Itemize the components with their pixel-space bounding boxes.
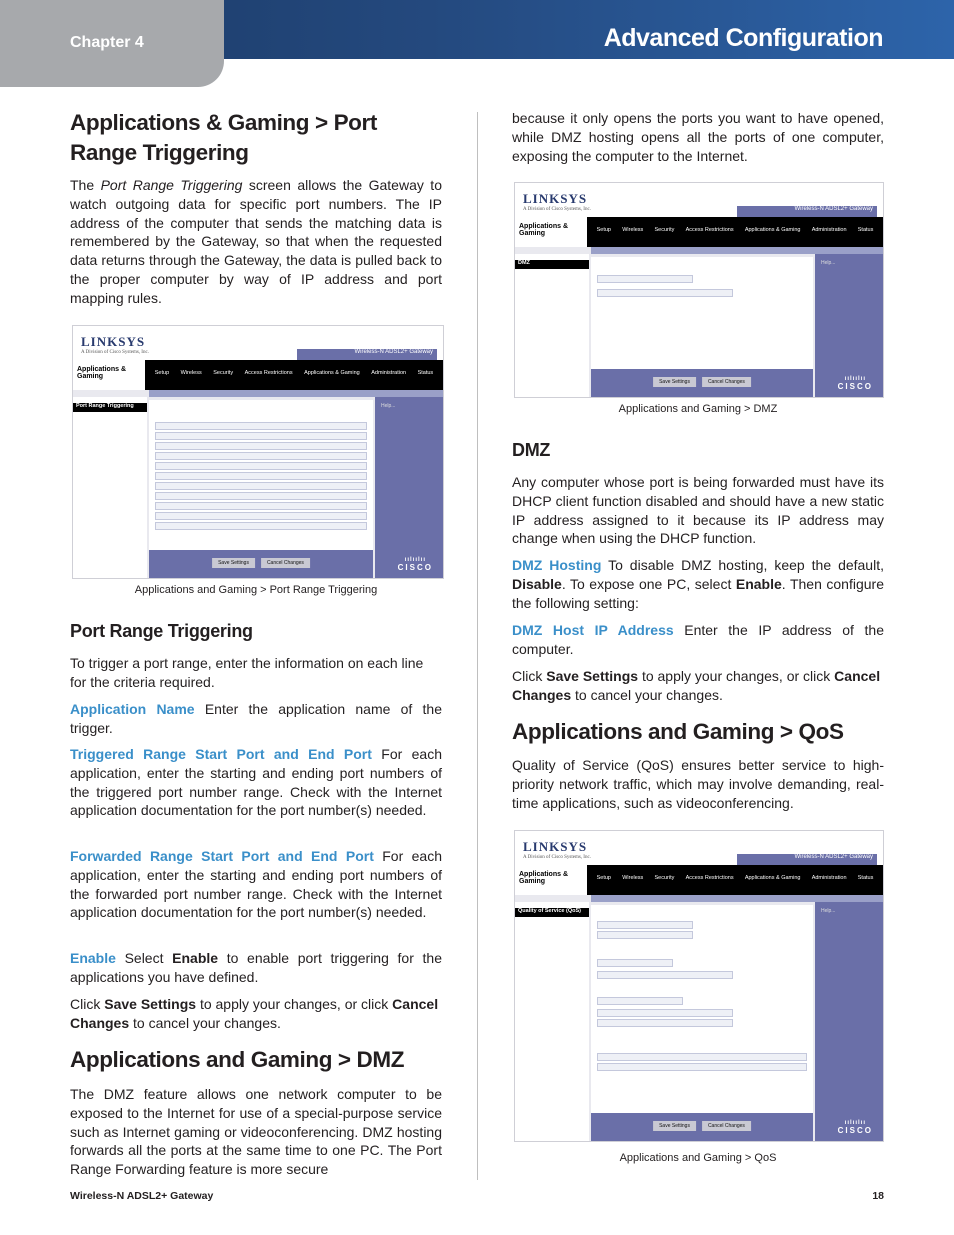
screenshot-dmz: LINKSYS A Division of Cisco Systems, Inc. Wireless-N ADSL2+ Gateway Applications & Gaming Setup Wireless Security Access Restrictions Applications & Gaming Administration Status DMZ Help... Save Settings Cancel Changes ıılıılıı CISCO — [514, 182, 884, 398]
dmz-host-ip-paragraph: DMZ Host IP Address Enter the IP address of the computer. — [512, 622, 884, 657]
caption-dmz: Applications and Gaming > DMZ — [618, 403, 778, 415]
intro-paragraph: The Port Range Triggering screen allows the Gateway to watch outgoing data for specific port numbers. The IP address of the computer that sends the matching data is remembered by the Gateway, so that when the requested data returns through the Gateway, the data is pulled back to the proper computer by way of IP address and port mapping rules. — [70, 177, 442, 306]
heading-port-range-triggering: Applications & Gaming > Port Range Triggering — [70, 110, 377, 165]
application-name-paragraph: Application Name Enter the application name of the trigger. — [70, 701, 443, 736]
dmz-intro-paragraph: The DMZ feature allows one network computer to be exposed to the Internet for use of a special-purpose service such as Internet gaming or videoconferencing. DMZ hosting forwards all the ports at the same time to one PC. The Port Range Forwarding feature is more secure — [70, 1086, 442, 1178]
qos-paragraph: Quality of Service (QoS) ensures better service to high-priority network traffic, which may involve demanding, real-time applications, such as videoconferencing. — [512, 757, 884, 811]
pane-label: Port Range Triggering — [73, 403, 147, 412]
caption-qos: Applications and Gaming > QoS — [619, 1152, 777, 1164]
trigger-paragraph: To trigger a port range, enter the information on each line for the criteria required. — [70, 655, 424, 690]
save-cancel-paragraph-right: Click Save Settings to apply your changes, or click Cancel Changes to cancel your changes. — [512, 668, 881, 703]
subheading-dmz: DMZ — [512, 440, 551, 460]
section-title: Advanced Configuration — [603, 24, 883, 52]
cisco-logo: ıılıılıı CISCO — [397, 557, 433, 572]
tab-bar: Setup Wireless Security Access Restrictions Applications & Gaming Administration Status — [154, 370, 434, 376]
save-cancel-paragraph-left: Click Save Settings to apply your changes, or click Cancel Changes to cancel your changes. — [70, 996, 439, 1031]
subheading-port-range-triggering: Port Range Triggering — [70, 621, 253, 641]
footer-product: Wireless-N ADSL2+ Gateway — [70, 1190, 214, 1202]
page-number: 18 — [872, 1190, 884, 1202]
section-label: Applications & Gaming — [73, 360, 145, 390]
screenshot-port-range-triggering: LINKSYS A Division of Cisco Systems, Inc. Wireless-N ADSL2+ Gateway Applications & Gaming Setup Wireless Security Access Restrictions Applications & Gaming Administration Status Port Range Triggering Help... Save Settings Cancel Changes ıılıılıı CISCO — [72, 325, 444, 579]
chapter-label: Chapter 4 — [70, 34, 144, 51]
heading-qos: Applications and Gaming > QoS — [512, 719, 844, 744]
model-label: Wireless-N ADSL2+ Gateway — [297, 349, 437, 360]
screenshot-qos: LINKSYS A Division of Cisco Systems, Inc. Wireless-N ADSL2+ Gateway Applications & Gaming Setup Wireless Security Access Restrictions Applications & Gaming Administration Status Quality of Service (QoS) Help... Save Settings Cancel Changes ıılıılıı CISCO — [514, 830, 884, 1142]
caption-port-range-triggering: Applications and Gaming > Port Range Triggering — [134, 584, 378, 596]
dmz-hosting-paragraph: DMZ Hosting To disable DMZ hosting, keep the default, Disable. To expose one PC, select Enable. Then configure the following setting: — [512, 557, 884, 611]
heading-dmz: Applications and Gaming > DMZ — [70, 1047, 405, 1072]
enable-paragraph: Enable Select Enable to enable port triggering for the applications you have defined. — [70, 950, 442, 985]
column-divider — [477, 112, 478, 1180]
triggered-range-paragraph: Triggered Range Start Port and End Port For each application, enter the starting and ending port numbers of the triggered port number range. Check with the Internet application documentation for the port number(s) needed. — [70, 746, 442, 819]
dmz-continued-paragraph: because it only opens the ports you want to have opened, while DMZ hosting opens all the ports of one computer, exposing the computer to the Internet. — [512, 110, 884, 164]
linksys-logo: LINKSYS A Division of Cisco Systems, Inc. — [81, 334, 149, 355]
forwarded-range-paragraph: Forwarded Range Start Port and End Port For each application, enter the starting and ending port numbers of the forwarded port number range. Check with the Internet application documentation for the port number(s) needed. — [70, 848, 442, 921]
dmz-paragraph: Any computer whose port is being forwarded must have its DHCP client function disabled and should have a new static IP address assigned to it because its IP address may change when using the DHCP function. — [512, 474, 884, 547]
chapter-tab — [0, 0, 224, 87]
